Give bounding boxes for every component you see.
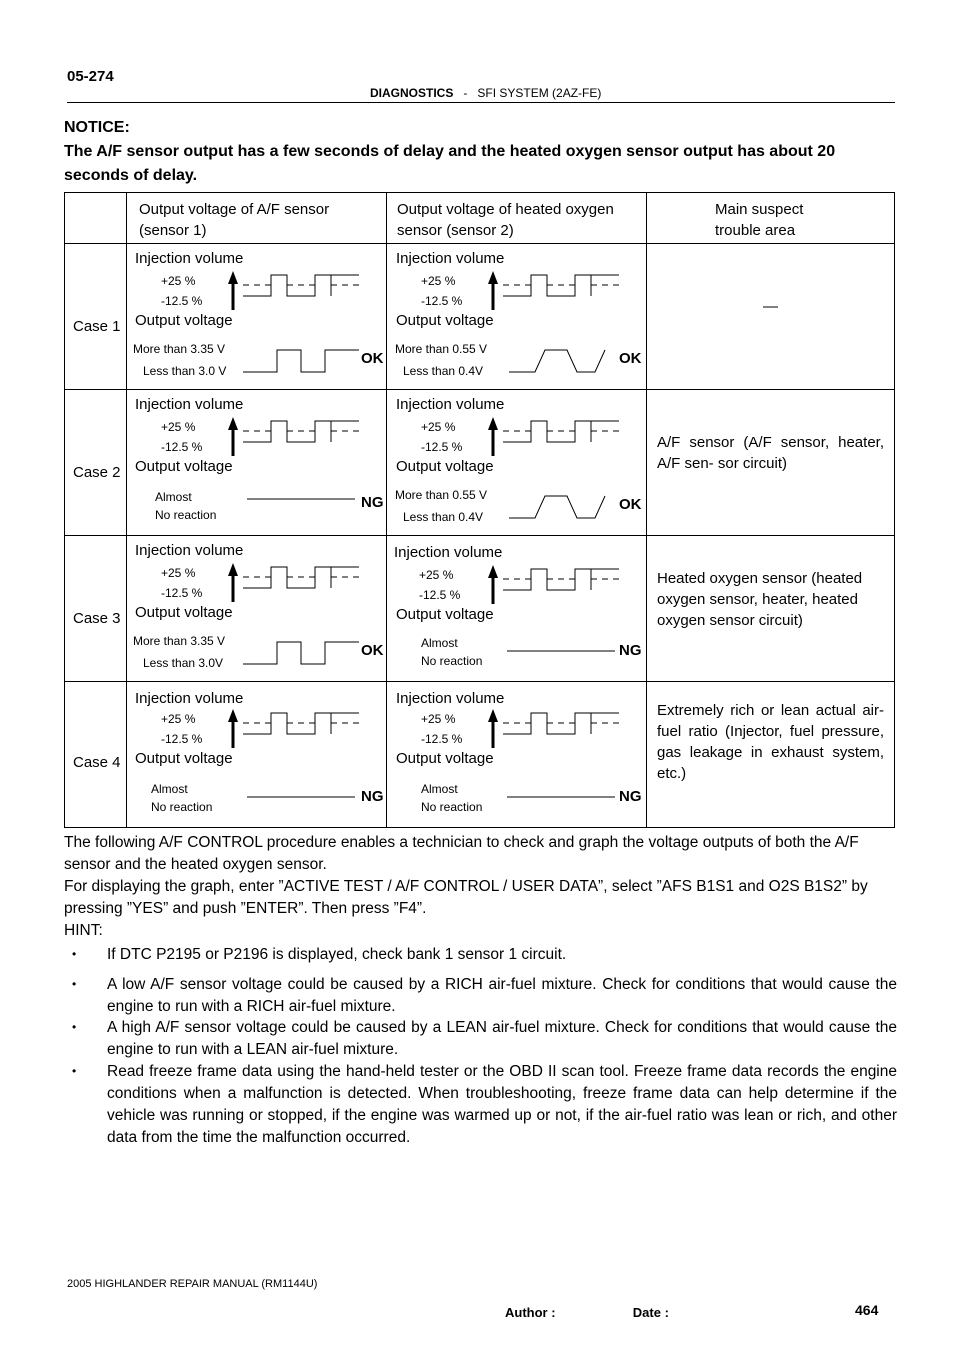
- sensor1-cell: [127, 244, 387, 390]
- flat-waveform-icon: [245, 494, 357, 504]
- notice-text: The A/F sensor output has a few seconds of delay and the heated oxygen sensor output has about 20 seconds of delay.: [64, 143, 836, 184]
- header-sensor1-line2: (sensor 1): [139, 222, 207, 239]
- case-label: Case 3: [73, 610, 121, 627]
- output-waveform-icon: [507, 490, 617, 526]
- result-badge: NG: [361, 788, 384, 805]
- date-text: Date :: [632, 1305, 669, 1320]
- notice-title: NOTICE:: [64, 119, 130, 136]
- case-cell: [65, 682, 127, 828]
- flat-waveform-icon: [245, 792, 357, 802]
- author-text: Author :: [505, 1305, 556, 1320]
- voltage-high-label: Almost: [151, 782, 188, 796]
- voltage-low-label: Less than 0.4V: [403, 364, 484, 378]
- running-header: [370, 86, 601, 100]
- table-row: [65, 682, 895, 828]
- page-number: 05-274: [67, 68, 114, 85]
- diagnosis-table: [64, 192, 895, 828]
- manual-footer: 2005 HIGHLANDER REPAIR MANUAL (RM1144U): [67, 1278, 318, 1290]
- voltage-low-label: No reaction: [421, 654, 483, 668]
- plus-25-label: +25 %: [161, 566, 196, 580]
- output-voltage-label: Output voltage: [396, 606, 494, 623]
- injection-volume-label: Injection volume: [135, 542, 244, 559]
- table-header-row: [65, 193, 895, 244]
- paragraph-graph: For displaying the graph, enter ”ACTIVE TEST / A/F CONTROL / USER DATA”, select ”AFS B1S1 and O2S B1S2” by pressing ”YES” and push ”ENTER”. Then press ”F4”.: [64, 878, 868, 917]
- header-trouble-area: [647, 193, 895, 244]
- injection-volume-label: Injection volume: [396, 396, 505, 413]
- result-badge: OK: [619, 496, 642, 513]
- header-sensor1-line1: Output voltage of A/F sensor: [139, 201, 330, 218]
- minus-12-label: -12.5 %: [161, 732, 203, 746]
- case-cell: [65, 536, 127, 682]
- injection-waveform-icon: [487, 270, 627, 314]
- voltage-high-label: More than 3.35 V: [133, 634, 226, 648]
- voltage-high-label: More than 3.35 V: [133, 342, 226, 356]
- header-empty-cell: [65, 193, 127, 244]
- result-badge: NG: [619, 642, 642, 659]
- trouble-area-cell: [647, 536, 895, 682]
- injection-waveform-icon: [227, 270, 367, 314]
- minus-12-label: -12.5 %: [421, 440, 463, 454]
- injection-volume-label: Injection volume: [394, 544, 503, 561]
- page-footer-number: 464: [855, 1302, 879, 1318]
- sensor1-cell: [127, 536, 387, 682]
- output-voltage-label: Output voltage: [396, 312, 494, 329]
- voltage-high-label: More than 0.55 V: [395, 488, 488, 502]
- sensor2-cell: [387, 390, 647, 536]
- voltage-low-label: No reaction: [155, 508, 217, 522]
- hint-bullet: A high A/F sensor voltage could be caused by a LEAN air-fuel mixture. Check for conditions that would cause the engine to run with a LEAN air-fuel mixture.: [107, 1019, 897, 1058]
- minus-12-label: -12.5 %: [161, 586, 203, 600]
- header-rule: [67, 102, 895, 103]
- hint-bullet: Read freeze frame data using the hand-held tester or the OBD II scan tool. Freeze frame data records the engine conditions when a malfunction is detected. When troubleshooting, freeze frame data can help determine if the vehicle was running or stopped, if the engine was warmed up or not, if the air-fuel ratio was lean or rich, and other data from the time the malfunction occurred.: [107, 1063, 897, 1146]
- trouble-area-cell: [647, 244, 895, 390]
- subsection-title: SFI SYSTEM (2AZ-FE): [477, 86, 602, 100]
- trouble-area-cell: [647, 390, 895, 536]
- result-badge: OK: [619, 350, 642, 367]
- injection-volume-label: Injection volume: [396, 250, 505, 267]
- result-badge: NG: [361, 494, 384, 511]
- injection-waveform-icon: [487, 564, 627, 608]
- minus-12-label: -12.5 %: [419, 588, 461, 602]
- injection-waveform-icon: [227, 562, 367, 606]
- trouble-area-cell: [647, 682, 895, 828]
- injection-waveform-icon: [227, 416, 367, 460]
- injection-volume-label: Injection volume: [135, 690, 244, 707]
- plus-25-label: +25 %: [421, 274, 456, 288]
- paragraph-intro: The following A/F CONTROL procedure enables a technician to check and graph the voltage outputs of both the A/F sensor and the heated oxygen sensor.: [64, 834, 859, 873]
- header-sensor2: [387, 193, 647, 244]
- injection-waveform-icon: [227, 708, 367, 752]
- result-badge: OK: [361, 350, 384, 367]
- output-waveform-icon: [507, 344, 617, 380]
- section-title: DIAGNOSTICS: [370, 86, 454, 100]
- header-sensor2-line2: sensor (sensor 2): [397, 222, 514, 239]
- voltage-high-label: Almost: [421, 782, 458, 796]
- plus-25-label: +25 %: [161, 712, 196, 726]
- plus-25-label: +25 %: [161, 420, 196, 434]
- hint-label: HINT:: [64, 922, 103, 939]
- bullet-icon: •: [72, 1020, 77, 1034]
- table-row: [65, 390, 895, 536]
- minus-12-label: -12.5 %: [421, 732, 463, 746]
- voltage-high-label: Almost: [155, 490, 192, 504]
- output-voltage-label: Output voltage: [396, 458, 494, 475]
- header-area-line2: trouble area: [715, 222, 796, 239]
- minus-12-label: -12.5 %: [421, 294, 463, 308]
- header-dash: -: [463, 86, 468, 100]
- plus-25-label: +25 %: [419, 568, 454, 582]
- injection-volume-label: Injection volume: [135, 250, 244, 267]
- injection-waveform-icon: [487, 416, 627, 460]
- bullet-icon: •: [72, 1064, 77, 1078]
- voltage-low-label: No reaction: [151, 800, 213, 814]
- sensor2-cell: [387, 244, 647, 390]
- case-cell: [65, 390, 127, 536]
- output-voltage-label: Output voltage: [135, 312, 233, 329]
- result-badge: OK: [361, 642, 384, 659]
- sensor1-cell: [127, 682, 387, 828]
- case-label: Case 4: [73, 754, 121, 771]
- injection-waveform-icon: [487, 708, 627, 752]
- injection-volume-label: Injection volume: [396, 690, 505, 707]
- flat-waveform-icon: [505, 792, 617, 802]
- output-voltage-label: Output voltage: [135, 604, 233, 621]
- plus-25-label: +25 %: [421, 420, 456, 434]
- author-label: [505, 1305, 669, 1320]
- hint-bullet: If DTC P2195 or P2196 is displayed, check bank 1 sensor 1 circuit.: [107, 946, 567, 963]
- voltage-low-label: Less than 0.4V: [403, 510, 484, 524]
- trouble-area-text: Heated oxygen sensor (heated oxygen sensor, heater, heated oxygen sensor circuit): [657, 570, 863, 629]
- voltage-low-label: Less than 3.0V: [143, 656, 224, 670]
- bullet-icon: •: [72, 977, 77, 991]
- trouble-area-text: A/F sensor (A/F sensor, heater, A/F sen- sor circuit): [657, 434, 884, 472]
- bullet-icon: •: [72, 947, 77, 961]
- voltage-low-label: Less than 3.0 V: [143, 364, 227, 378]
- case-label: Case 2: [73, 464, 121, 481]
- table-row: [65, 244, 895, 390]
- voltage-high-label: Almost: [421, 636, 458, 650]
- notice-block: [64, 116, 894, 188]
- case-label: Case 1: [73, 318, 121, 335]
- output-voltage-label: Output voltage: [396, 750, 494, 767]
- header-sensor2-line1: Output voltage of heated oxygen: [397, 201, 614, 218]
- result-badge: NG: [619, 788, 642, 805]
- sensor2-cell: [387, 682, 647, 828]
- output-waveform-icon: [241, 636, 361, 672]
- sensor1-cell: [127, 390, 387, 536]
- header-area-line1: Main suspect: [715, 201, 804, 218]
- trouble-area-text: —: [763, 298, 778, 315]
- plus-25-label: +25 %: [421, 712, 456, 726]
- header-sensor1: [127, 193, 387, 244]
- injection-volume-label: Injection volume: [135, 396, 244, 413]
- plus-25-label: +25 %: [161, 274, 196, 288]
- sensor2-cell: [387, 536, 647, 682]
- minus-12-label: -12.5 %: [161, 294, 203, 308]
- hint-bullet: A low A/F sensor voltage could be caused by a RICH air-fuel mixture. Check for conditions that would cause the engine to run with a RICH air-fuel mixture.: [107, 976, 897, 1015]
- table-row: [65, 536, 895, 682]
- case-cell: [65, 244, 127, 390]
- minus-12-label: -12.5 %: [161, 440, 203, 454]
- output-voltage-label: Output voltage: [135, 458, 233, 475]
- voltage-high-label: More than 0.55 V: [395, 342, 488, 356]
- output-voltage-label: Output voltage: [135, 750, 233, 767]
- flat-waveform-icon: [505, 646, 617, 656]
- trouble-area-text: Extremely rich or lean actual air-fuel ratio (Injector, fuel pressure, gas leakage in exhaust system, etc.): [657, 702, 884, 782]
- voltage-low-label: No reaction: [421, 800, 483, 814]
- output-waveform-icon: [241, 344, 361, 380]
